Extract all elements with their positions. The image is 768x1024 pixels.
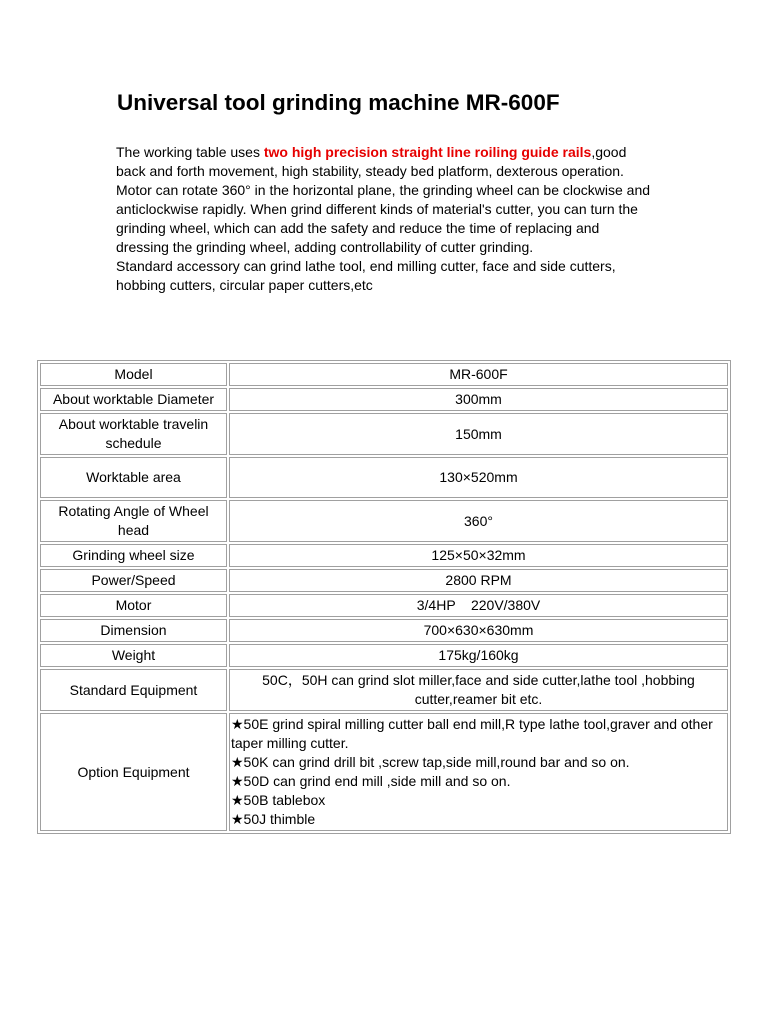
spec-label: Motor	[40, 594, 227, 617]
spec-label: Standard Equipment	[40, 669, 227, 711]
spec-label: Weight	[40, 644, 227, 667]
spec-label: Option Equipment	[40, 713, 227, 831]
spec-label: Rotating Angle of Wheel head	[40, 500, 227, 542]
table-row	[40, 544, 728, 567]
table-row	[40, 644, 728, 667]
spec-value: 360°	[229, 500, 728, 542]
option-item: ★50B tablebox	[231, 792, 326, 808]
spec-value: 130×520mm	[229, 457, 728, 498]
table-row	[40, 457, 728, 498]
table-row	[40, 619, 728, 642]
option-item: ★50K can grind drill bit ,screw tap,side mill,round bar and so on.	[231, 754, 630, 770]
spec-value: 175kg/160kg	[229, 644, 728, 667]
table-row	[40, 713, 728, 831]
intro-text	[116, 143, 656, 295]
spec-table	[37, 360, 731, 834]
spec-value: 150mm	[229, 413, 728, 455]
spec-value: 700×630×630mm	[229, 619, 728, 642]
spec-value: 2800 RPM	[229, 569, 728, 592]
spec-value: 300mm	[229, 388, 728, 411]
spec-value: 3/4HP 220V/380V	[229, 594, 728, 617]
intro-paragraph-1	[116, 143, 656, 181]
table-row	[40, 388, 728, 411]
option-item: ★50E grind spiral milling cutter ball end mill,R type lathe tool,graver and other taper milling cutter.	[231, 716, 713, 751]
page-title: Universal tool grinding machine MR-600F	[117, 90, 560, 115]
table-row	[40, 669, 728, 711]
spec-label: About worktable travelin schedule	[40, 413, 227, 455]
spec-value: MR-600F	[229, 363, 728, 386]
table-row	[40, 569, 728, 592]
table-row	[40, 363, 728, 386]
intro-paragraph-2: Motor can rotate 360° in the horizontal plane, the grinding wheel can be clockwise and anticlockwise rapidly. When grind different kinds of material's cutter, you can turn the grinding wheel, which can add the safety and reduce the time of replacing and dressing the grinding wheel, adding controllability of cutter grinding.	[116, 182, 651, 255]
spec-label: Grinding wheel size	[40, 544, 227, 567]
intro-text-tail: ,good back and forth movement, high stability, steady bed platform, dexterous operation.	[116, 144, 627, 179]
table-row	[40, 594, 728, 617]
option-equipment-list	[229, 713, 728, 831]
intro-highlight: two high precision straight line roiling guide rails	[263, 144, 592, 160]
table-row	[40, 500, 728, 542]
intro-text-lead: The working table uses	[116, 144, 264, 160]
spec-label: Power/Speed	[40, 569, 227, 592]
option-item: ★50J thimble	[231, 811, 316, 827]
spec-label: About worktable Diameter	[40, 388, 227, 411]
spec-label: Dimension	[40, 619, 227, 642]
spec-label: Worktable area	[40, 457, 227, 498]
spec-label: Model	[40, 363, 227, 386]
spec-value: 125×50×32mm	[229, 544, 728, 567]
intro-paragraph-3: Standard accessory can grind lathe tool, end milling cutter, face and side cutters, hobbing cutters, circular paper cutters,etc	[116, 258, 616, 293]
option-item: ★50D can grind end mill ,side mill and so on.	[231, 773, 511, 789]
spec-value: 50C，50H can grind slot miller,face and side cutter,lathe tool ,hobbing cutter,reamer bit etc.	[229, 669, 728, 711]
table-row	[40, 413, 728, 455]
